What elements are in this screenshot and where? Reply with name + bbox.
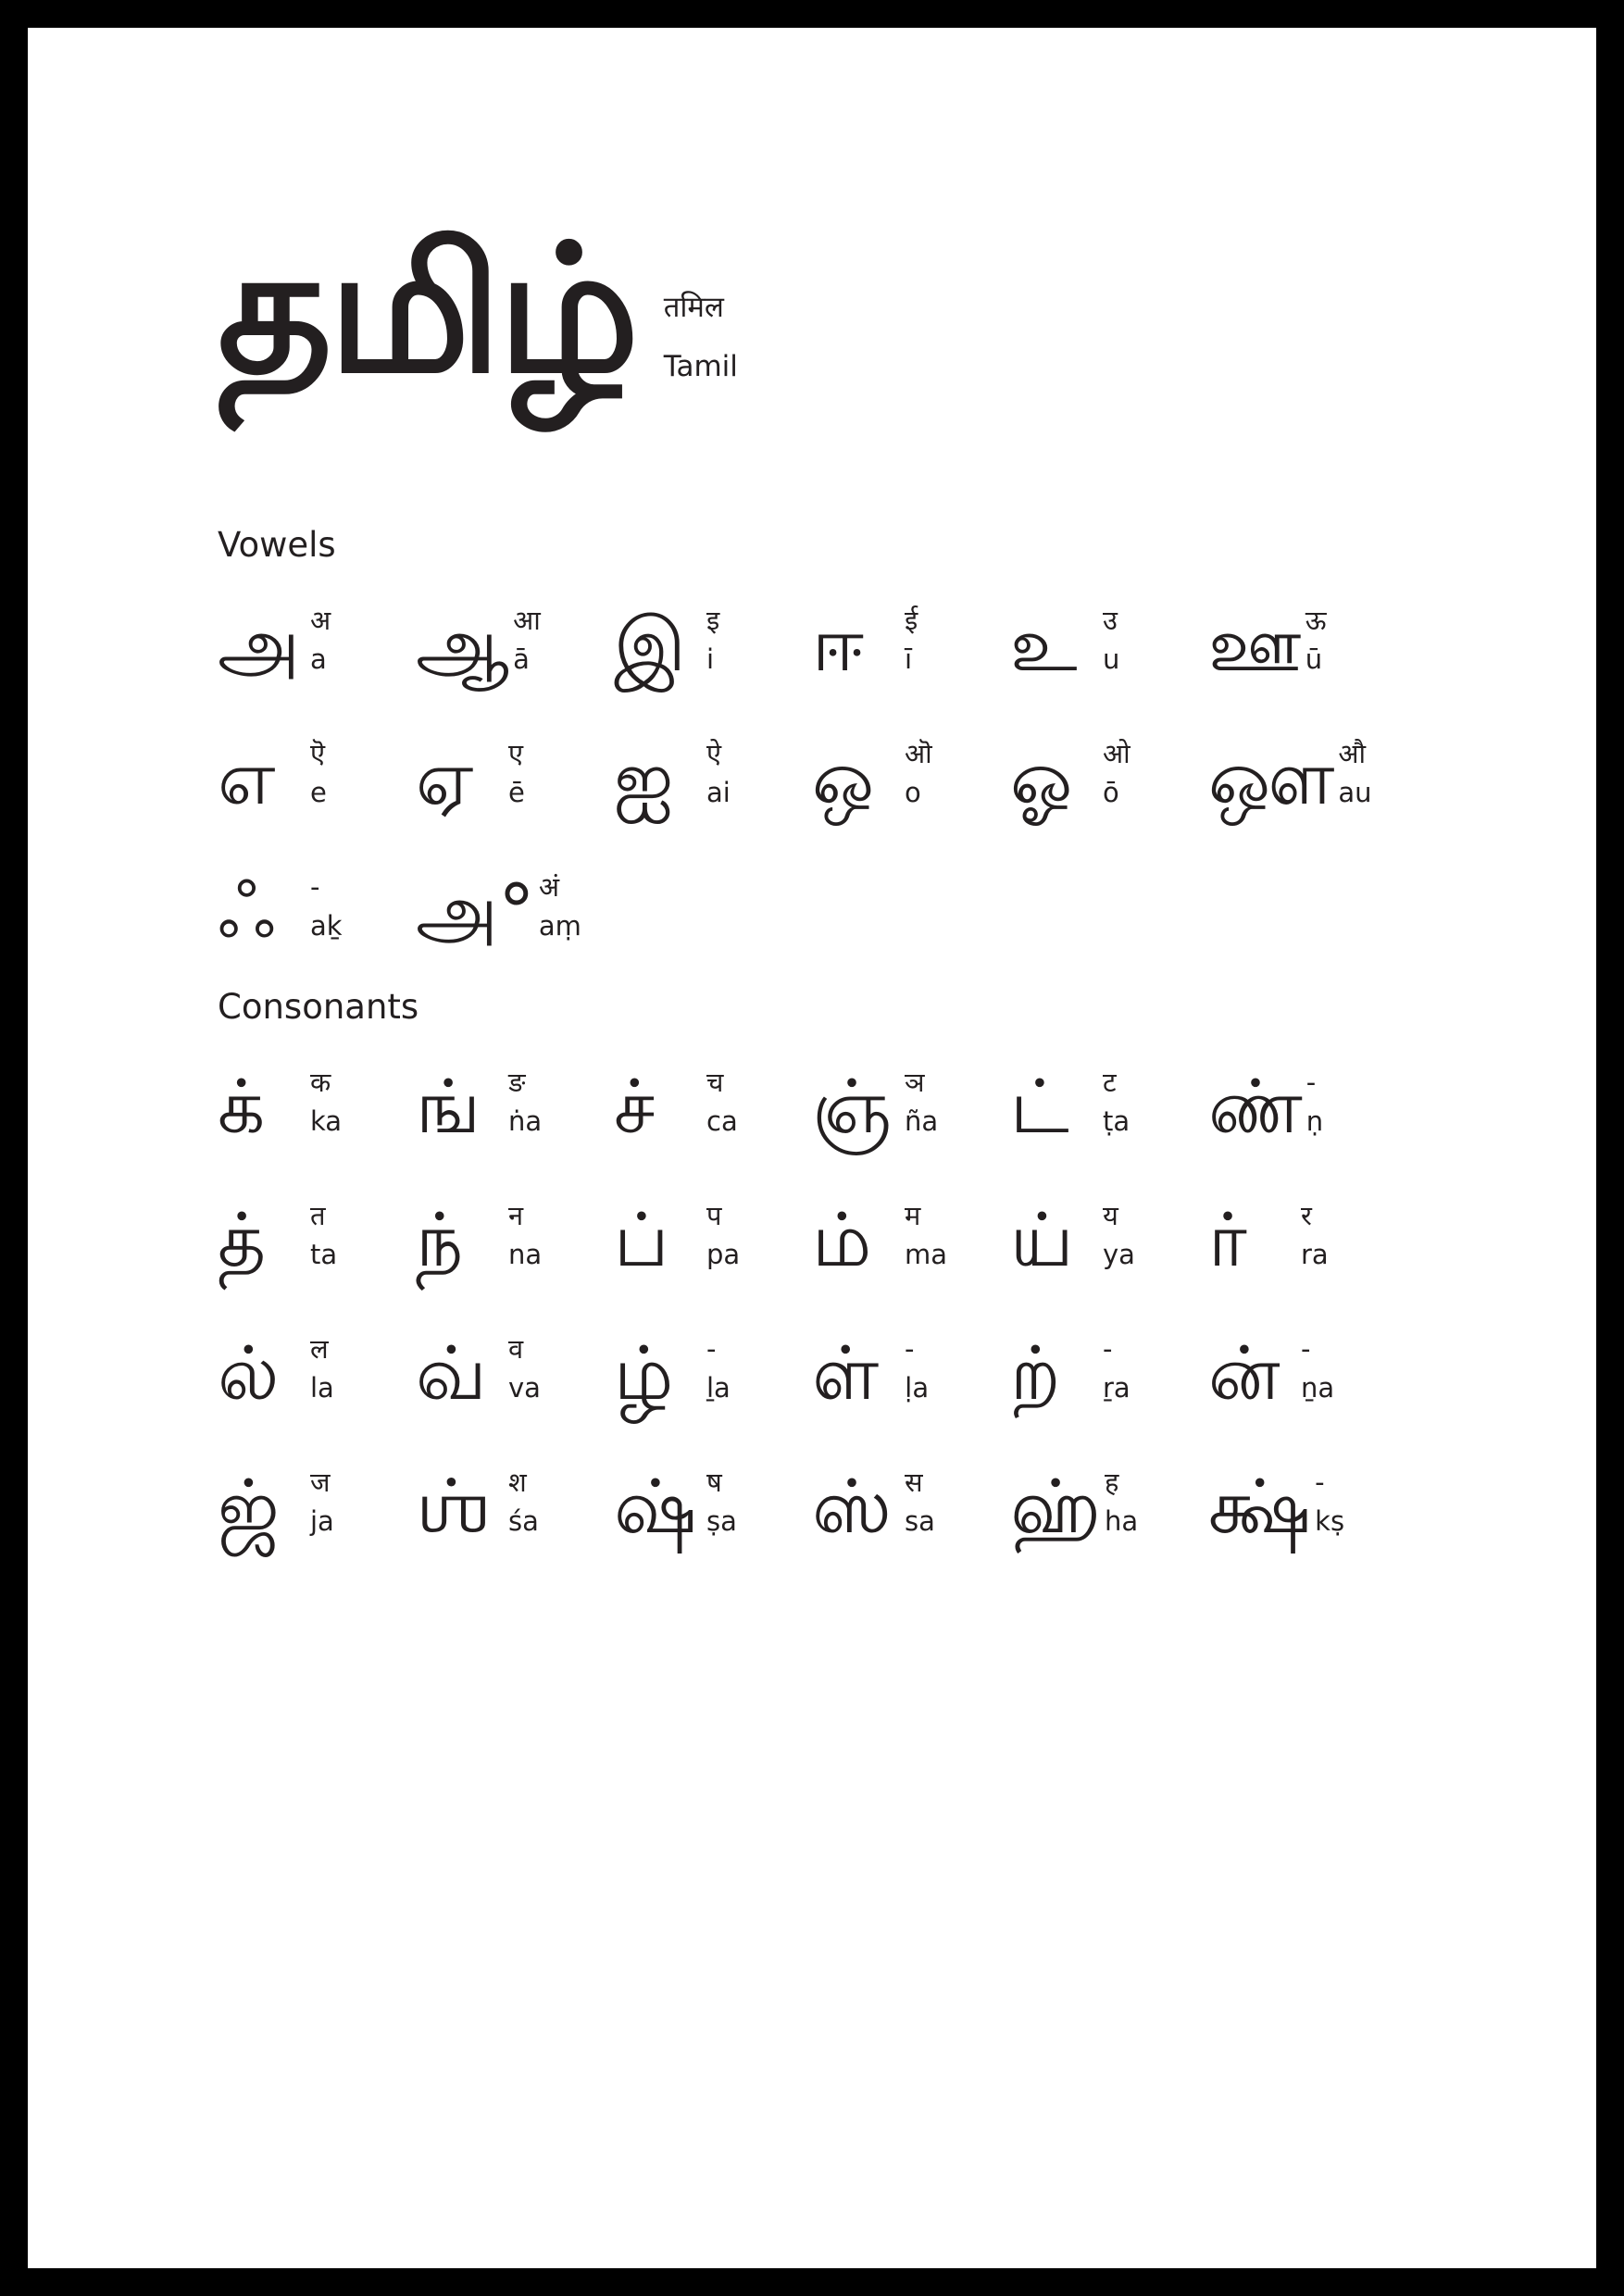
consonant-devanagari: र — [1301, 1200, 1312, 1231]
consonant-cell — [218, 1061, 416, 1157]
consonant-devanagari: - — [1301, 1333, 1311, 1365]
script-title: தமிழ் — [218, 207, 636, 412]
consonant-notes — [310, 1328, 334, 1407]
vowel-glyph: ஈ — [812, 602, 865, 688]
consonant-notes — [508, 1461, 539, 1541]
consonant-cell — [1010, 1194, 1208, 1291]
vowel-transliteration: ē — [508, 777, 525, 808]
consonant-notes — [508, 1061, 542, 1141]
vowel-notes — [706, 599, 719, 679]
vowel-notes — [513, 599, 541, 679]
consonant-devanagari: श — [508, 1466, 527, 1498]
consonant-transliteration: ta — [310, 1239, 338, 1270]
consonant-glyph: ஶ் — [416, 1464, 493, 1550]
consonant-notes — [706, 1328, 731, 1407]
vowel-devanagari: उ — [1103, 605, 1118, 636]
vowel-cell — [218, 599, 416, 695]
consonant-cell — [1010, 1328, 1208, 1424]
vowel-cell — [218, 866, 416, 962]
consonant-cell — [1208, 1328, 1406, 1424]
consonant-cell — [614, 1328, 812, 1424]
consonant-notes — [310, 1461, 334, 1541]
vowel-devanagari: ई — [905, 605, 918, 636]
consonant-cell — [416, 1328, 614, 1424]
vowel-transliteration: ā — [513, 643, 530, 675]
vowel-transliteration: o — [905, 777, 921, 808]
consonant-transliteration: ra — [1301, 1239, 1329, 1270]
consonant-devanagari: ष — [706, 1466, 722, 1498]
consonant-devanagari: - — [1315, 1466, 1325, 1498]
vowel-transliteration: aṃ — [538, 910, 581, 942]
title-latin: Tamil — [663, 350, 738, 383]
vowel-devanagari: आ — [513, 605, 541, 636]
consonant-notes — [1105, 1461, 1138, 1541]
consonant-cell — [812, 1461, 1010, 1557]
consonant-cell — [416, 1194, 614, 1291]
consonant-cell — [614, 1194, 812, 1291]
consonant-devanagari: ञ — [905, 1067, 925, 1098]
consonant-glyph: வ் — [416, 1330, 487, 1416]
consonant-cell — [812, 1194, 1010, 1291]
vowel-notes — [310, 866, 343, 945]
consonant-cell — [1208, 1061, 1406, 1157]
consonant-glyph: ம் — [812, 1197, 872, 1283]
consonant-devanagari: ज — [310, 1466, 331, 1498]
consonant-cell — [1208, 1194, 1406, 1291]
consonant-transliteration: ḻa — [706, 1372, 731, 1404]
consonant-glyph: ஞ் — [812, 1064, 892, 1150]
vowel-notes — [706, 732, 731, 812]
consonant-cell — [1208, 1461, 1406, 1557]
consonant-transliteration: ña — [905, 1105, 939, 1137]
vowel-glyph: ஏ — [416, 735, 474, 821]
consonant-devanagari: च — [706, 1067, 724, 1098]
consonant-cell — [1010, 1061, 1208, 1157]
consonant-transliteration: ha — [1105, 1505, 1139, 1537]
consonant-cell — [218, 1461, 416, 1557]
vowel-transliteration: u — [1103, 643, 1120, 675]
consonant-transliteration: ṭa — [1103, 1105, 1131, 1137]
consonant-cell — [1010, 1461, 1208, 1557]
consonant-notes — [310, 1061, 342, 1141]
vowel-transliteration: i — [706, 643, 715, 675]
consonant-glyph: ய் — [1010, 1197, 1074, 1283]
consonants-heading: Consonants — [218, 987, 419, 1027]
vowel-devanagari: ऊ — [1305, 605, 1327, 636]
consonant-glyph: ஷ் — [614, 1464, 697, 1550]
consonant-notes — [1301, 1328, 1334, 1407]
vowel-transliteration: e — [310, 777, 327, 808]
poster-sheet — [28, 28, 1596, 2268]
consonant-devanagari: ल — [310, 1333, 329, 1365]
consonant-cell — [218, 1328, 416, 1424]
consonant-devanagari: - — [1103, 1333, 1113, 1365]
vowel-devanagari: औ — [1338, 738, 1367, 769]
consonant-devanagari: - — [905, 1333, 915, 1365]
consonant-transliteration: ma — [905, 1239, 948, 1270]
consonant-devanagari: य — [1103, 1200, 1118, 1231]
vowel-grid — [218, 599, 1514, 962]
consonant-glyph: ஹ் — [1010, 1464, 1102, 1550]
vowel-cell — [416, 732, 614, 829]
consonant-transliteration: ca — [706, 1105, 738, 1137]
vowel-notes — [905, 732, 932, 812]
consonant-transliteration: śa — [508, 1505, 539, 1537]
vowel-cell — [218, 732, 416, 829]
consonant-notes — [1301, 1194, 1329, 1274]
consonant-devanagari: स — [905, 1466, 923, 1498]
consonant-notes — [1103, 1194, 1135, 1274]
consonant-devanagari: - — [706, 1333, 717, 1365]
title-notes — [664, 278, 738, 396]
consonant-transliteration: ṣa — [706, 1505, 737, 1537]
consonant-glyph: ற் — [1010, 1330, 1061, 1416]
consonant-notes — [905, 1194, 947, 1274]
vowel-cell — [416, 866, 614, 962]
vowel-notes — [508, 732, 525, 812]
consonant-transliteration: ṅa — [508, 1105, 543, 1137]
consonant-glyph: ப் — [614, 1197, 669, 1283]
consonant-glyph: க்ஷ் — [1208, 1464, 1312, 1550]
vowel-cell — [1010, 732, 1208, 829]
vowel-cell — [1208, 732, 1406, 829]
consonant-cell — [812, 1328, 1010, 1424]
consonant-devanagari: त — [310, 1200, 326, 1231]
consonant-notes — [905, 1461, 935, 1541]
vowel-notes — [310, 599, 331, 679]
vowel-glyph: உ — [1010, 602, 1078, 688]
consonant-transliteration: ṉa — [1301, 1372, 1335, 1404]
consonant-glyph: ஜ் — [218, 1464, 280, 1550]
vowel-notes — [1103, 732, 1131, 812]
vowel-glyph: ஐ — [614, 735, 674, 821]
consonant-cell — [614, 1461, 812, 1557]
poster-content — [218, 207, 1514, 1557]
consonant-glyph: ந் — [416, 1197, 464, 1283]
consonant-cell — [218, 1194, 416, 1291]
consonant-transliteration: sa — [905, 1505, 935, 1537]
consonant-devanagari: क — [310, 1067, 331, 1098]
vowel-devanagari: - — [310, 871, 320, 903]
consonant-notes — [508, 1194, 542, 1274]
vowel-notes — [1338, 732, 1371, 812]
vowel-devanagari: ओ — [1103, 738, 1131, 769]
vowel-devanagari: ऎ — [310, 738, 326, 769]
vowel-devanagari: ऐ — [706, 738, 722, 769]
consonant-cell — [416, 1461, 614, 1557]
title-devanagari: तमिल — [663, 291, 724, 324]
consonant-cell — [614, 1061, 812, 1157]
consonant-notes — [905, 1061, 938, 1141]
vowel-cell — [812, 599, 1010, 695]
consonant-transliteration: kṣ — [1315, 1505, 1345, 1537]
consonant-notes — [310, 1194, 337, 1274]
vowel-notes — [539, 866, 581, 945]
title-row — [218, 207, 1514, 435]
consonant-notes — [706, 1461, 737, 1541]
vowel-transliteration: ō — [1103, 777, 1119, 808]
vowel-transliteration: ai — [706, 777, 731, 808]
vowel-glyph: ஊ — [1208, 602, 1302, 688]
consonant-notes — [706, 1194, 740, 1274]
consonant-glyph: ள் — [812, 1330, 880, 1416]
consonant-transliteration: va — [508, 1372, 541, 1404]
consonant-transliteration: ṟa — [1103, 1372, 1131, 1404]
consonant-glyph: ன் — [1208, 1330, 1280, 1416]
consonant-glyph: த் — [218, 1197, 267, 1283]
vowel-devanagari: इ — [706, 605, 720, 636]
vowel-cell — [812, 732, 1010, 829]
consonant-glyph: க் — [218, 1064, 266, 1150]
vowel-glyph: ஃ — [218, 868, 276, 955]
vowel-notes — [1103, 599, 1119, 679]
consonant-cell — [416, 1061, 614, 1157]
consonant-notes — [508, 1328, 541, 1407]
consonant-transliteration: pa — [706, 1239, 741, 1270]
consonant-transliteration: ḷa — [905, 1372, 930, 1404]
vowel-cell — [614, 732, 812, 829]
vowel-glyph: ஆ — [416, 602, 510, 688]
vowel-cell — [614, 599, 812, 695]
vowel-transliteration: aḵ — [310, 910, 343, 942]
vowels-heading: Vowels — [218, 525, 336, 565]
vowel-glyph: ஒ — [812, 735, 875, 821]
vowel-glyph: எ — [218, 735, 276, 821]
vowel-notes — [1305, 599, 1327, 679]
vowel-glyph: அ° — [416, 868, 535, 955]
consonant-glyph: ச் — [614, 1064, 656, 1150]
consonant-devanagari: म — [905, 1200, 921, 1231]
consonant-glyph: ழ் — [614, 1330, 674, 1416]
consonant-glyph: ர் — [1208, 1197, 1247, 1283]
consonant-transliteration: ja — [310, 1505, 334, 1537]
consonant-notes — [1103, 1061, 1130, 1141]
consonant-transliteration: ka — [310, 1105, 343, 1137]
consonant-devanagari: व — [508, 1333, 524, 1365]
consonant-transliteration: ya — [1103, 1239, 1135, 1270]
consonant-devanagari: न — [508, 1200, 524, 1231]
vowel-devanagari: अ — [310, 605, 331, 636]
vowel-transliteration: ī — [905, 643, 913, 675]
consonant-transliteration: ṇ — [1305, 1105, 1324, 1137]
consonant-notes — [905, 1328, 929, 1407]
consonant-devanagari: - — [1305, 1067, 1317, 1098]
consonant-notes — [706, 1061, 738, 1141]
consonant-glyph: ங் — [416, 1064, 481, 1150]
vowel-glyph: அ — [218, 602, 300, 688]
consonant-glyph: ல் — [218, 1330, 280, 1416]
consonant-grid — [218, 1061, 1514, 1557]
consonant-devanagari: ङ — [508, 1067, 526, 1098]
consonant-glyph: ட் — [1010, 1064, 1069, 1150]
consonant-notes — [1315, 1461, 1344, 1541]
consonant-transliteration: la — [310, 1372, 334, 1404]
consonant-notes — [1103, 1328, 1131, 1407]
consonant-devanagari: प — [706, 1200, 722, 1231]
vowel-transliteration: au — [1338, 777, 1372, 808]
consonant-cell — [812, 1061, 1010, 1157]
vowel-glyph: ஓ — [1010, 735, 1073, 821]
vowel-notes — [905, 599, 918, 679]
vowel-transliteration: ū — [1305, 643, 1323, 675]
vowel-devanagari: ए — [508, 738, 524, 769]
consonant-glyph: ஸ் — [812, 1464, 892, 1550]
vowel-notes — [310, 732, 327, 812]
vowel-cell — [1208, 599, 1406, 695]
consonant-notes — [1306, 1061, 1323, 1141]
vowel-glyph: இ — [614, 602, 686, 688]
consonant-glyph: ண் — [1208, 1064, 1303, 1150]
vowel-cell — [416, 599, 614, 695]
vowel-cell — [1010, 599, 1208, 695]
consonant-devanagari: ह — [1105, 1466, 1119, 1498]
vowel-devanagari: अं — [538, 871, 560, 903]
vowel-transliteration: a — [310, 643, 327, 675]
consonant-transliteration: na — [508, 1239, 543, 1270]
consonant-devanagari: ट — [1103, 1067, 1117, 1098]
vowel-devanagari: ऒ — [905, 738, 932, 769]
vowel-glyph: ஔ — [1208, 735, 1335, 821]
